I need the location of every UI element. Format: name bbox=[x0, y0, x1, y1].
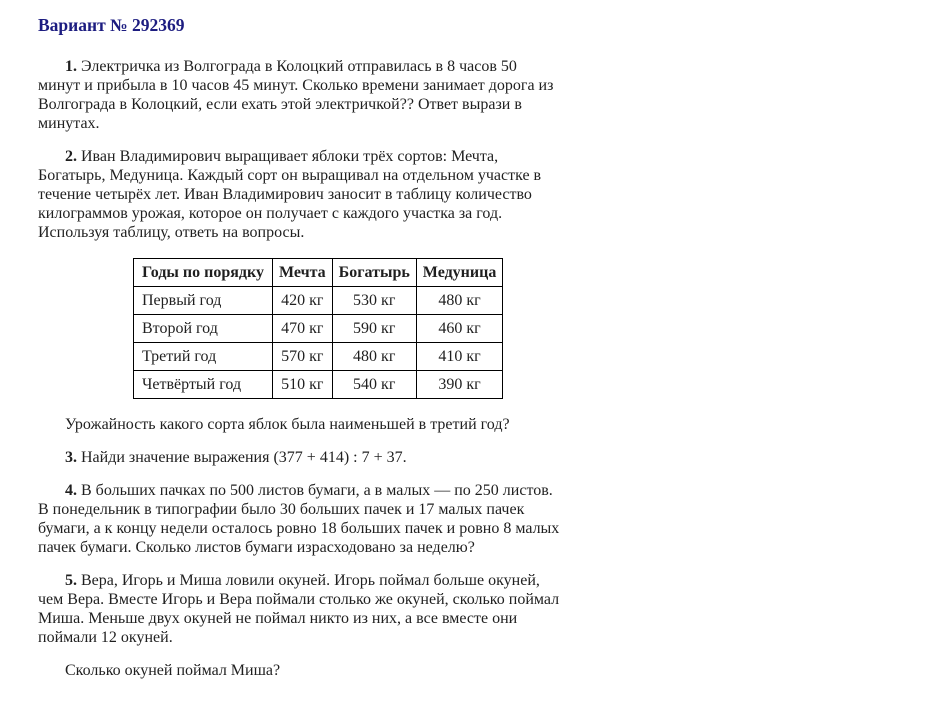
table-row bbox=[134, 343, 503, 371]
table-cell-value: 460 кг bbox=[416, 315, 503, 343]
table-cell-value: 420 кг bbox=[272, 287, 332, 315]
table-cell-value: 540 кг bbox=[332, 371, 416, 399]
problem-5-text: Вера, Игорь и Миша ловили окуней. Игорь поймал больше окуней, чем Вера. Вместе Игорь и Вера поймали столько же окуней, сколько поймал Миша. Меньше двух окуней не поймал никто из них, а все вместе они поймали 12 окуней. bbox=[38, 572, 560, 646]
table-cell-value: 590 кг bbox=[332, 315, 416, 343]
table-cell-year: Второй год bbox=[134, 315, 273, 343]
final-question: Сколько окуней поймал Миша? bbox=[65, 662, 281, 679]
table-header-row bbox=[134, 259, 503, 287]
problem-3-text: Найди значение выражения (377 + 414) : 7 + 37. bbox=[81, 449, 407, 466]
problem-3 bbox=[38, 448, 562, 467]
page-title: Вариант № 292369 bbox=[38, 15, 185, 35]
problem-1 bbox=[38, 57, 562, 133]
table-question: Урожайность какого сорта яблок была наименьшей в третий год? bbox=[65, 416, 510, 433]
problem-2 bbox=[38, 147, 562, 242]
table-row bbox=[134, 287, 503, 315]
harvest-table bbox=[133, 258, 503, 399]
problem-4 bbox=[38, 481, 562, 557]
problem-2-text: Иван Владимирович выращивает яблоки трёх сортов: Мечта, Богатырь, Медуница. Каждый сорт он выращивал на отдельном участке в течение четырёх лет. Иван Владимирович заносит в таблицу количество килограммов урожая, которое он получает с каждого участка за год. Используя таблицу, ответь на вопросы. bbox=[38, 148, 542, 241]
table-cell-value: 410 кг bbox=[416, 343, 503, 371]
table-cell-value: 510 кг bbox=[272, 371, 332, 399]
problem-1-text: Электричка из Волгограда в Колоцкий отправилась в 8 часов 50 минут и прибыла в 10 часов 45 минут. Сколько времени занимает дорога из Волгограда в Колоцкий, если ехать этой электричкой?? Ответ вырази в минутах. bbox=[38, 58, 554, 132]
table-cell-value: 480 кг bbox=[416, 287, 503, 315]
table-cell-year: Первый год bbox=[134, 287, 273, 315]
table-cell-value: 390 кг bbox=[416, 371, 503, 399]
problem-1-number: 1. bbox=[65, 58, 77, 75]
problem-4-text: В больших пачках по 500 листов бумаги, а в малых — по 250 листов. В понедельник в типографии было 30 больших пачек и 17 малых пачек бумаги, а к концу недели осталось ровно 18 больших пачек и ровно 8 малых пачек бумаги. Сколько листов бумаги израсходовано за неделю? bbox=[38, 482, 560, 556]
table-cell-value: 480 кг bbox=[332, 343, 416, 371]
problem-2-number: 2. bbox=[65, 148, 77, 165]
table-header-bogatyr: Богатырь bbox=[332, 259, 416, 287]
table-cell-value: 570 кг bbox=[272, 343, 332, 371]
table-header-years: Годы по порядку bbox=[134, 259, 273, 287]
table-header-medunica: Медуница bbox=[416, 259, 503, 287]
problem-5-number: 5. bbox=[65, 572, 77, 589]
problem-4-number: 4. bbox=[65, 482, 77, 499]
problem-3-number: 3. bbox=[65, 449, 77, 466]
table-row bbox=[134, 315, 503, 343]
table-cell-year: Третий год bbox=[134, 343, 273, 371]
table-cell-value: 530 кг bbox=[332, 287, 416, 315]
table-header-mechta: Мечта bbox=[272, 259, 332, 287]
problem-5 bbox=[38, 571, 562, 647]
table-row bbox=[134, 371, 503, 399]
table-cell-year: Четвёртый год bbox=[134, 371, 273, 399]
table-cell-value: 470 кг bbox=[272, 315, 332, 343]
